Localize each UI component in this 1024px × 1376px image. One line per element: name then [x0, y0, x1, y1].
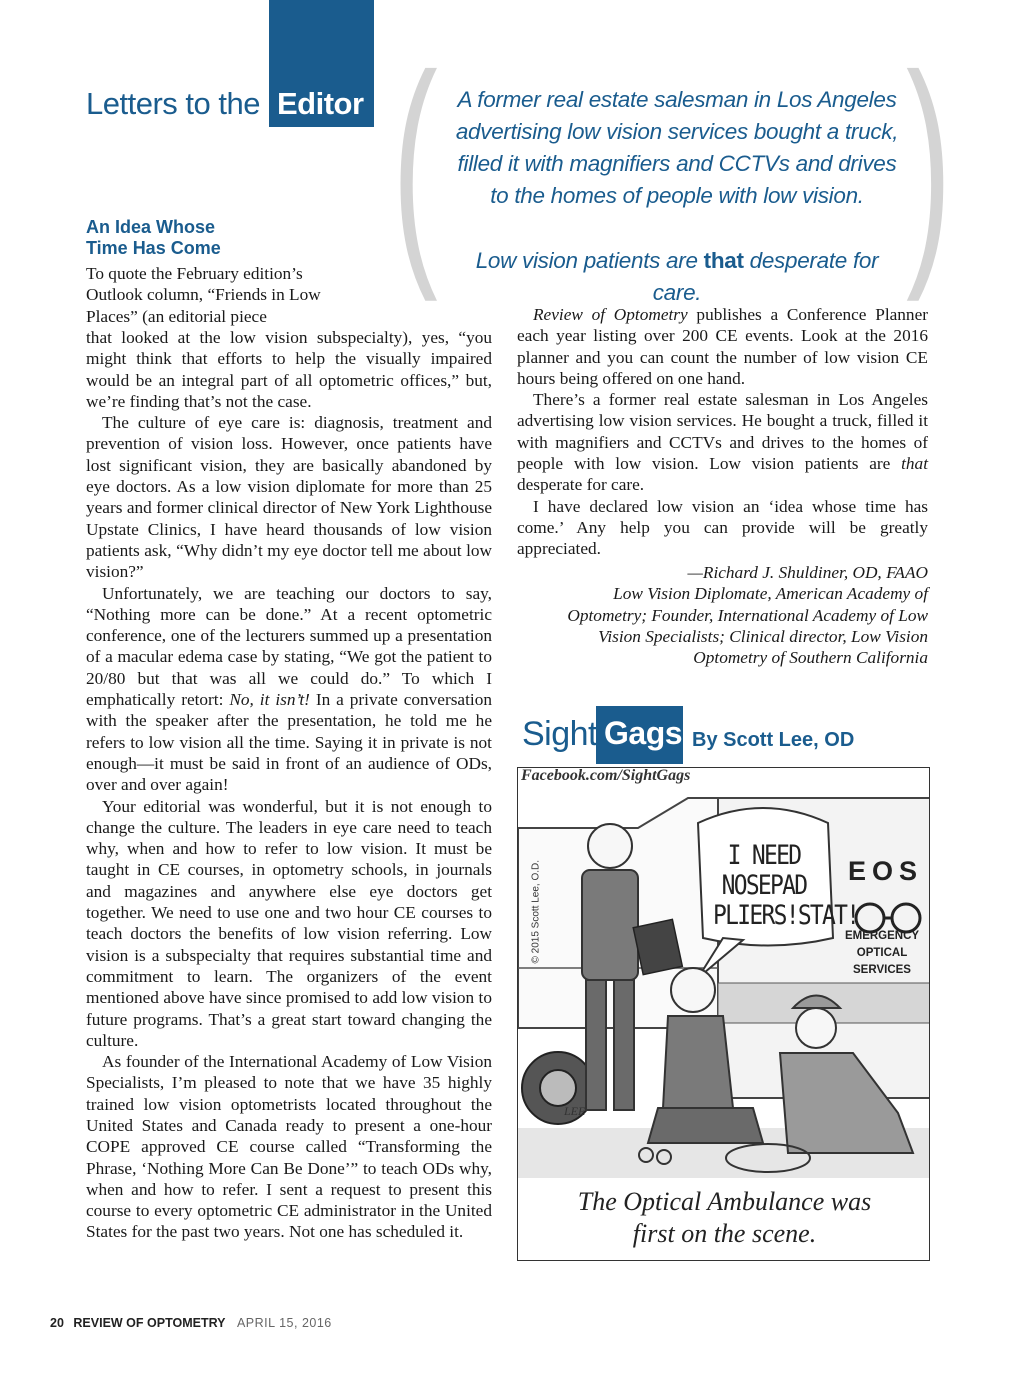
- article-intro-text: To quote the February edition’s Outlook column, “Friends in Low Places” (an editorial piece: [86, 264, 321, 326]
- paragraph-2: The culture of eye care is: diagnosis, treatment and prevention of vision loss. However, once patients have lost significant vision, they are basically abandoned by eye doctors. As a low vision diplomate for more than 25 years and former clinical director of New York Lighthouse Upstate Clinics, I have heard thousands of low vision patients ask, “Why didn’t my eye doctor tell me about low vision?”: [86, 413, 492, 582]
- paramedic-kneeling-legs: [648, 1108, 763, 1143]
- section-title-bold: Editor: [277, 86, 364, 121]
- artist-signature: LEE: [564, 1104, 586, 1118]
- signature-line-2: Low Vision Diplomate, American Academy of: [613, 584, 928, 604]
- article-heading-line2: Time Has Come: [86, 238, 221, 258]
- signature-line-3: Optometry; Founder, International Academy of Low: [567, 605, 928, 625]
- ambulance-label-line-2: OPTICAL: [856, 947, 908, 959]
- cartoon-panel: [517, 767, 930, 1261]
- cartoon-caption-line-1: The Optical Ambulance was: [577, 1187, 872, 1216]
- sight-gags-title-bold: Gags: [604, 715, 683, 751]
- page-number: 20: [50, 1316, 64, 1330]
- pullquote-tagline-a: Low vision patients are: [475, 248, 704, 273]
- speech-line-3: PLIERS!STAT!: [713, 900, 859, 931]
- paragraph-7-emphasis: that: [901, 454, 928, 474]
- pullquote-emphasis: that: [703, 248, 744, 273]
- cartoon-copyright: © 2015 Scott Lee, O.D.: [530, 859, 542, 964]
- paragraph-1: that looked at the low vision subspecialty), yes, “you might think that efforts to help the visually impaired would be an integral part of all optometric offices,” but, we’re finding that’s not the case.: [86, 328, 492, 411]
- speech-line-1: I NEED: [727, 840, 801, 871]
- wheel-hub: [540, 1070, 576, 1106]
- speech-line-2: NOSEPAD: [721, 870, 807, 901]
- magazine-name: REVIEW OF OPTOMETRY: [73, 1316, 226, 1330]
- paragraph-5: As founder of the International Academy of Low Vision Specialists, I’m pleased to note that we have 35 highly trained low vision optometrists located throughout the United States and Canada ready to present a one-hour COPE approved CE course called “Transforming the Phrase, ‘Nothing More Can Be Done’” to teach ODs why, when and how to refer. I sent a request to present this course to every optometric CE administrator in the United States for the past two years. Not one has scheduled it.: [86, 1052, 492, 1242]
- cartoon-byline: By Scott Lee, OD: [692, 729, 855, 751]
- pullquote-close-paren-icon: ): [906, 23, 952, 302]
- letter-signature: [517, 562, 928, 668]
- paragraph-6-rest: publishes a Conference Planner each year listing over 200 CE events. Look at the 2016 planner and you can count the number of low vision CE hours being offered on one hand.: [517, 305, 928, 388]
- paragraph-7-a: There’s a former real estate salesman in Los Angeles advertising low vision services. He bought a truck, filled it with magnifiers and CCTVs and drives to the homes of people with low vision. Low vision patients are: [517, 390, 928, 474]
- sight-gags-title-light: Sight: [522, 715, 597, 753]
- cartoon-caption-line-2: first on the scene.: [632, 1219, 817, 1248]
- speech-bubble-text: [713, 840, 859, 931]
- ambulance-label-line-1: EMERGENCY: [844, 930, 920, 942]
- right-column: [517, 304, 928, 560]
- article-intro: [86, 263, 336, 327]
- paramedic-kneeling-head: [671, 968, 715, 1012]
- paramedic-standing-head: [588, 824, 632, 868]
- paragraph-3: [86, 583, 492, 796]
- article-heading-line1: An Idea Whose: [86, 217, 216, 237]
- pullquote-tagline: [452, 245, 902, 309]
- article-heading: [86, 217, 221, 259]
- paragraph-7-b: desperate for care.: [517, 475, 645, 495]
- signature-line-5: Optometry of Southern California: [693, 648, 928, 668]
- cartoon-url: Facebook.com/SightGags: [521, 767, 691, 784]
- paramedic-standing-body: [582, 870, 638, 980]
- pullquote-text: A former real estate salesman in Los Angeles advertising low vision services bought a truck, filled it with magnifiers and CCTVs and drives to the homes of people with low vision.: [455, 87, 899, 208]
- pullquote-open-paren-icon: (: [392, 23, 438, 302]
- paragraph-3-a: Unfortunately, we are teaching our doctors to say, “Nothing more can be done.” At a recent optometric conference, one of the lecturers summed up a presentation of a macular edema case by stating, “We got the patient to 20/80 but that was all we could do.” To which I emphatically retort:: [86, 583, 492, 710]
- signature-line-4: Vision Specialists; Clinical director, Low Vision: [598, 626, 928, 646]
- paragraph-6: [517, 304, 928, 389]
- paramedic-leg-right: [614, 980, 634, 1110]
- ambulance-eos-logo: EOS: [848, 856, 924, 886]
- pullquote-tagline-b: desperate for care.: [652, 248, 879, 305]
- section-title-light: Letters to the: [86, 86, 260, 121]
- ambulance-label-line-3: SERVICES: [853, 964, 911, 976]
- paramedic-leg-left: [586, 980, 606, 1110]
- page-footer: [50, 1316, 332, 1330]
- paragraph-3-emphasis: No, it isn’t!: [229, 690, 310, 710]
- paramedic-kneeling-body: [663, 1016, 733, 1108]
- cartoon-caption: [518, 1186, 930, 1250]
- paragraph-7: [517, 389, 928, 495]
- signature-name: —Richard J. Shuldiner, OD, FAAO: [687, 563, 928, 582]
- paragraph-4: Your editorial was wonderful, but it is not enough to change the culture. The leaders in eye care need to teach why, when and how to refer to low vision. It must be taught in CE courses, in optometry schools, in journals and magazines and anywhere else eye doctors get together. We need to use one and two hour CE courses to teach doctors the benefits of low vision referring. Low vision is a subspecialty that requires substantial time and commitment to learn. The organizers of the event mentioned above have since promised to add low vision to future programs. That’s a great start toward changing the culture.: [86, 796, 492, 1050]
- paragraph-3-b: In a private conversation with the speaker after the presentation, he told me he refers to low vision all the time. Saying it in private is not enough—it must be said in front of an audience of ODs, over and over again!: [86, 690, 492, 795]
- cyclist-head: [796, 1008, 836, 1048]
- ambulance-label: [832, 928, 930, 979]
- left-column: [86, 327, 492, 1243]
- paragraph-6-emphasis: Review of Optometry: [533, 305, 688, 324]
- paragraph-8: I have declared low vision an ‘idea whose time has come.’ Any help you can provide will be greatly appreciated.: [517, 496, 928, 559]
- issue-date: APRIL 15, 2016: [236, 1316, 332, 1330]
- pull-quote: [452, 84, 902, 309]
